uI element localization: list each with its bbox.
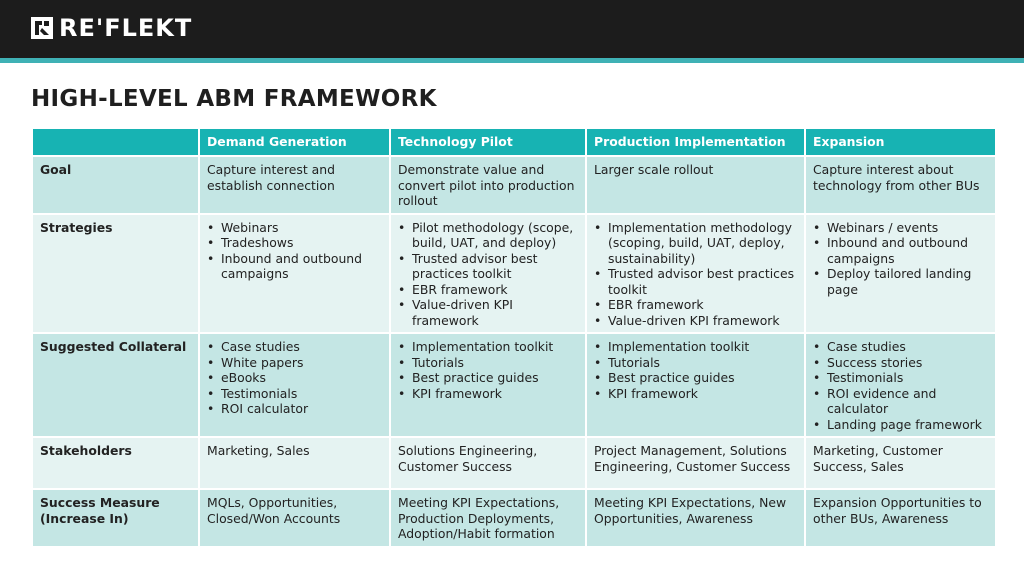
table-cell [805, 214, 996, 334]
column-header: Expansion [805, 128, 996, 156]
bullet-list [813, 220, 988, 298]
column-header: Demand Generation [199, 128, 390, 156]
bullet-list [594, 220, 797, 329]
list-item: • Tradeshows [207, 235, 382, 251]
bullet-list [398, 220, 578, 329]
table-cell [390, 333, 586, 437]
header-bar [0, 0, 1024, 58]
list-item: • KPI framework [594, 386, 797, 402]
list-item: • EBR framework [398, 282, 578, 298]
list-item: • Case studies [207, 339, 382, 355]
table-cell [199, 214, 390, 334]
list-item: • Landing page framework [813, 417, 988, 433]
list-item: • Best practice guides [594, 370, 797, 386]
list-item: • EBR framework [594, 297, 797, 313]
list-item: • Pilot methodology (scope, build, UAT, and deploy) [398, 220, 578, 251]
list-item: • ROI evidence and calculator [813, 386, 988, 417]
bullet-list [207, 220, 382, 282]
table-row [32, 333, 996, 437]
row-label: Success Measure (Increase In) [32, 489, 199, 547]
table-cell: Marketing, Customer Success, Sales [805, 437, 996, 489]
row-label: Suggested Collateral [32, 333, 199, 437]
reflekt-logo-icon [31, 17, 53, 39]
list-item: • Testimonials [207, 386, 382, 402]
bullet-list [813, 339, 988, 432]
table-cell [390, 214, 586, 334]
list-item: • eBooks [207, 370, 382, 386]
list-item: • Webinars [207, 220, 382, 236]
logo-wordmark: RE'FLEKT [59, 14, 193, 42]
list-item: • Tutorials [594, 355, 797, 371]
table-cell: Marketing, Sales [199, 437, 390, 489]
list-item: • Trusted advisor best practices toolkit [594, 266, 797, 297]
list-item: • Trusted advisor best practices toolkit [398, 251, 578, 282]
table-cell: Capture interest about technology from other BUs [805, 156, 996, 214]
table-cell [805, 333, 996, 437]
bullet-list [398, 339, 578, 401]
bullet-list [594, 339, 797, 401]
list-item: • White papers [207, 355, 382, 371]
table-cell: Expansion Opportunities to other BUs, Awareness [805, 489, 996, 547]
list-item: • Value-driven KPI framework [398, 297, 578, 328]
list-item: • Value-driven KPI framework [594, 313, 797, 329]
list-item: • Inbound and outbound campaigns [207, 251, 382, 282]
row-label: Goal [32, 156, 199, 214]
reflekt-logo [31, 14, 192, 42]
table-header-row [32, 128, 996, 156]
list-item: • Best practice guides [398, 370, 578, 386]
table-cell [586, 214, 805, 334]
list-item: • Tutorials [398, 355, 578, 371]
list-item: • Implementation toolkit [398, 339, 578, 355]
slide-title: HIGH-LEVEL ABM FRAMEWORK [31, 86, 437, 112]
abm-framework-table [31, 127, 997, 548]
list-item: • Implementation methodology (scoping, build, UAT, deploy, sustainability) [594, 220, 797, 267]
table-cell: Project Management, Solutions Engineering, Customer Success [586, 437, 805, 489]
list-item: • Testimonials [813, 370, 988, 386]
table-cell: Demonstrate value and convert pilot into production rollout [390, 156, 586, 214]
table-row [32, 437, 996, 489]
header-accent-line [0, 58, 1024, 63]
table-row [32, 489, 996, 547]
table-cell [586, 333, 805, 437]
list-item: • Webinars / events [813, 220, 988, 236]
table-cell: Solutions Engineering, Customer Success [390, 437, 586, 489]
list-item: • Inbound and outbound campaigns [813, 235, 988, 266]
row-label: Stakeholders [32, 437, 199, 489]
list-item: • Case studies [813, 339, 988, 355]
list-item: • KPI framework [398, 386, 578, 402]
table-cell: Larger scale rollout [586, 156, 805, 214]
column-header: Technology Pilot [390, 128, 586, 156]
table-cell [199, 333, 390, 437]
column-header: Production Implementation [586, 128, 805, 156]
column-header [32, 128, 199, 156]
row-label: Strategies [32, 214, 199, 334]
table-cell: Capture interest and establish connection [199, 156, 390, 214]
list-item: • Success stories [813, 355, 988, 371]
table-cell: Meeting KPI Expectations, New Opportunities, Awareness [586, 489, 805, 547]
bullet-list [207, 339, 382, 417]
table-row [32, 214, 996, 334]
list-item: • Deploy tailored landing page [813, 266, 988, 297]
table-row [32, 156, 996, 214]
list-item: • ROI calculator [207, 401, 382, 417]
table-cell: Meeting KPI Expectations, Production Deployments, Adoption/Habit formation [390, 489, 586, 547]
table-cell: MQLs, Opportunities, Closed/Won Accounts [199, 489, 390, 547]
list-item: • Implementation toolkit [594, 339, 797, 355]
